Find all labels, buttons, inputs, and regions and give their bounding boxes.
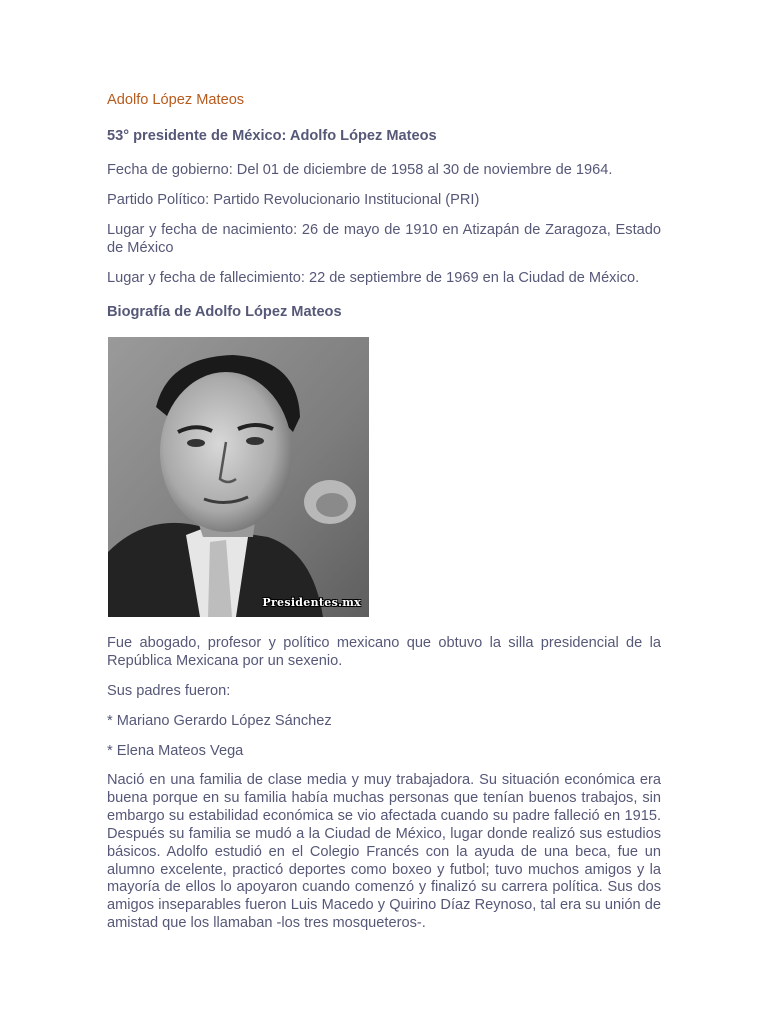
fact-political-party: Partido Político: Partido Revolucionario Institucional (PRI) xyxy=(107,192,480,208)
portrait-photo xyxy=(108,337,369,617)
fact-government-dates: Fecha de gobierno: Del 01 de diciembre de 1958 al 30 de noviembre de 1964. xyxy=(107,162,613,178)
parent-father: * Mariano Gerardo López Sánchez xyxy=(107,713,332,729)
fact-birth: Lugar y fecha de nacimiento: 26 de mayo de 1910 en Atizapán de Zaragoza, Estado de México xyxy=(107,222,661,256)
document-body xyxy=(107,90,661,933)
photo-watermark: Presidentes.mx xyxy=(262,596,361,609)
fact-death: Lugar y fecha de fallecimiento: 22 de septiembre de 1969 en la Ciudad de México. xyxy=(107,270,640,286)
document-title-link[interactable]: Adolfo López Mateos xyxy=(107,92,245,108)
early-life-paragraph: Nació en una familia de clase media y muy trabajadora. Su situación económica era buena porque en su familia había muchas personas que tenían buenos trabajos, sin embargo su estabilidad económica se vio afectada cuando su padre falleció en 1915. Después su familia se mudó a la Ciudad de México, lugar donde realizó sus estudios básicos. Adolfo estudió en el Colegio Francés con la ayuda de una beca, fue un alumno excelente, practicó deportes como boxeo y futbol; tuvo muchos amigos y la mayoría de ellos lo apoyaron cuando comenzó y finalizó su carrera política. Sus dos amigos inseparables fueron Luis Macedo y Quirino Díaz Reynoso, tal era su unión de amistad que los llamaban -los tres mosqueteros-. xyxy=(107,772,661,932)
portrait-illustration xyxy=(108,337,369,617)
parent-mother: * Elena Mateos Vega xyxy=(107,743,244,759)
biography-heading: Biografía de Adolfo López Mateos xyxy=(107,304,342,320)
president-heading: 53° presidente de México: Adolfo López Mateos xyxy=(107,128,437,144)
parents-label: Sus padres fueron: xyxy=(107,683,231,699)
intro-paragraph: Fue abogado, profesor y político mexicano que obtuvo la silla presidencial de la República Mexicana por un sexenio. xyxy=(107,635,661,669)
